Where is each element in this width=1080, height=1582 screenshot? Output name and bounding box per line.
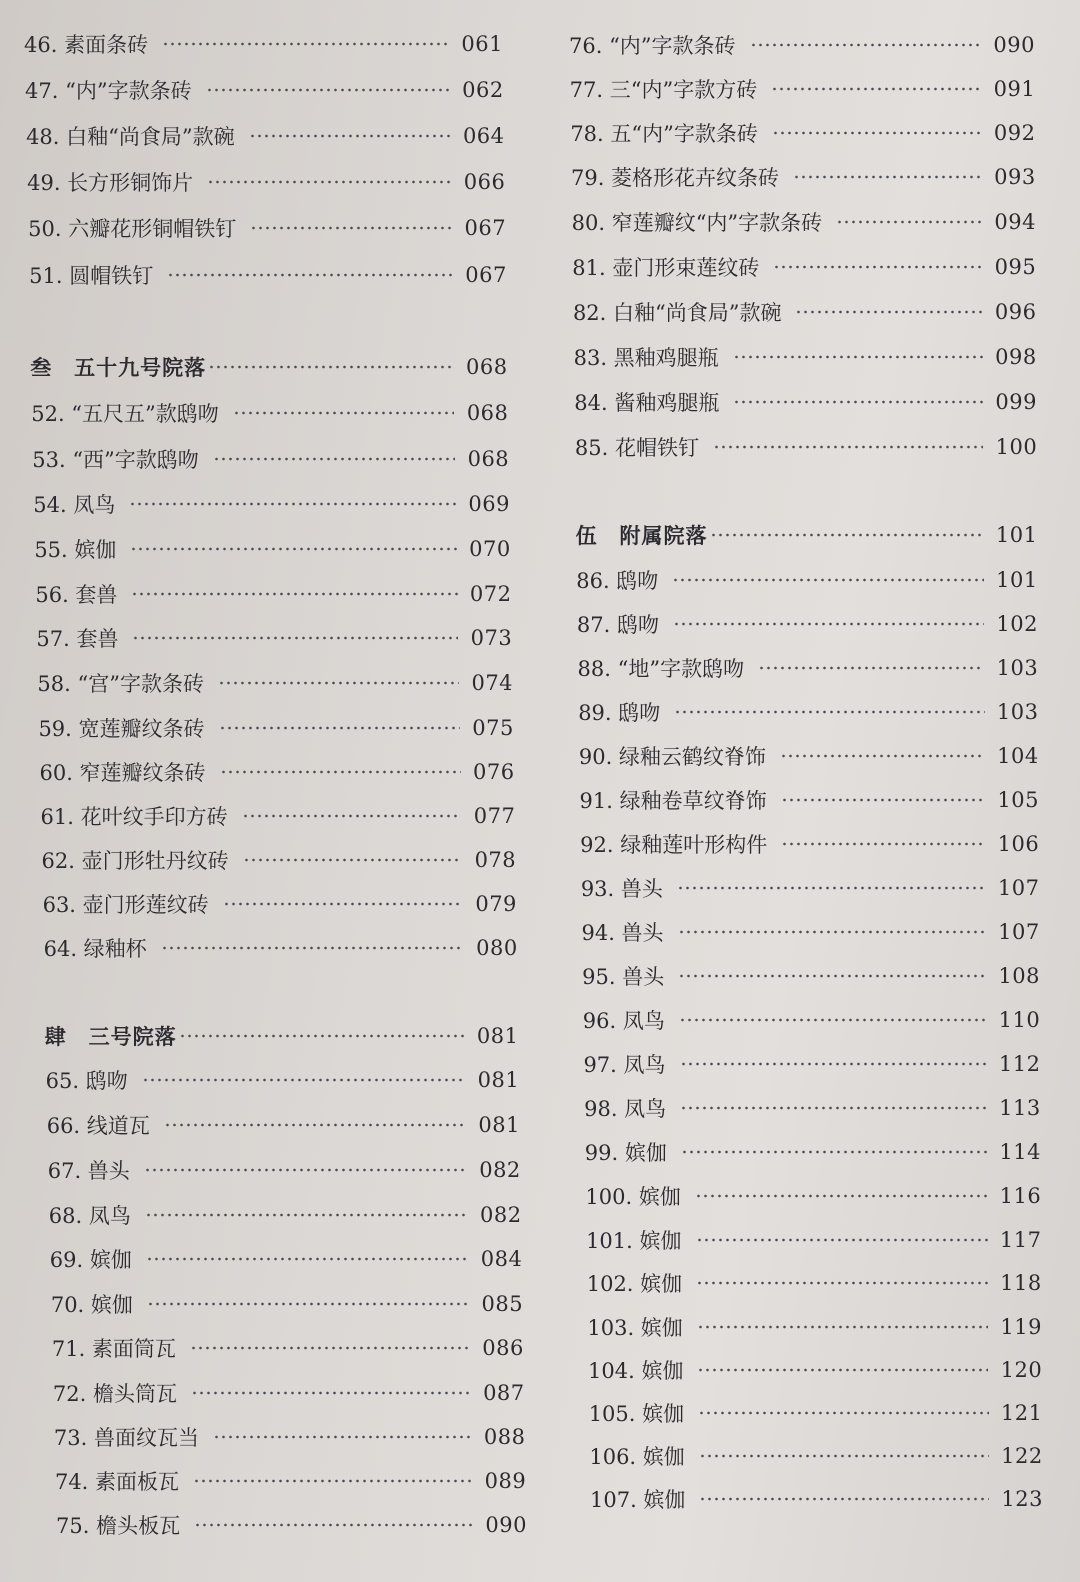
toc-entry[interactable] [577,607,1038,641]
toc-entry[interactable] [581,871,1040,905]
dot-leader [781,842,985,846]
toc-entry[interactable] [587,1266,1042,1300]
toc-entry-title: 67. 兽头 [47,1159,130,1183]
dot-leader [132,636,458,640]
dot-leader [162,42,449,46]
toc-entry[interactable] [28,211,506,245]
toc-page-number: 068 [466,401,509,425]
toc-page-number: 061 [461,32,503,56]
toc-entry[interactable] [584,1091,1041,1125]
dot-leader [213,1435,471,1439]
toc-page-number: 118 [1000,1271,1042,1295]
toc-page-number: 121 [1000,1401,1043,1425]
dot-leader [699,1497,989,1501]
toc-page-number: 103 [996,656,1039,680]
toc-entry[interactable] [38,711,513,745]
toc-entry-title: 59. 宽莲瓣纹条砖 [38,717,205,741]
dot-leader [145,1213,468,1217]
toc-entry-title: 98. 凤鸟 [584,1097,667,1121]
toc-section-heading[interactable] [30,350,507,384]
toc-page-number: 120 [1000,1358,1043,1382]
dot-leader [208,365,453,369]
toc-page-number: 068 [467,447,510,471]
toc-entry-title: 71. 素面筒瓦 [51,1337,176,1361]
toc-entry-title: 87. 鸱吻 [576,613,659,637]
toc-page-number: 077 [473,804,516,828]
toc-entry-title: 91. 绿釉卷草纹脊饰 [579,789,767,813]
toc-page-number: 095 [994,255,1037,279]
toc-page-number: 081 [478,1113,521,1137]
toc-entry[interactable] [585,1179,1041,1213]
toc-page-number: 072 [469,582,512,606]
toc-entry[interactable] [589,1439,1042,1473]
dot-leader [695,1194,987,1198]
toc-page-number: 098 [995,345,1037,369]
toc-entry[interactable] [37,666,513,700]
toc-page-number: 086 [482,1336,524,1360]
toc-entry[interactable] [41,799,516,833]
dot-leader [696,1281,988,1285]
dot-leader [250,226,452,230]
toc-entry[interactable] [574,385,1037,419]
toc-entry-title: 92. 绿釉莲叶形构件 [580,833,768,857]
toc-entry[interactable] [588,1353,1042,1387]
toc-entry-title: 49. 长方形铜饰片 [27,171,194,195]
dot-leader [190,1346,470,1350]
toc-entry-title: 81. 壶门形束莲纹砖 [572,256,760,280]
toc-page-number: 091 [993,77,1036,101]
toc-page-number: 066 [463,170,506,194]
dot-leader [161,946,464,950]
toc-entry[interactable] [42,843,517,877]
toc-entry-title: 74. 素面板瓦 [54,1470,180,1494]
toc-entry[interactable] [51,1287,523,1321]
toc-entry-title: 106. 嫔伽 [589,1445,685,1469]
toc-page-number: 081 [476,1024,519,1048]
toc-entry-title: 60. 窄莲瓣纹条砖 [39,761,206,785]
toc-page-number: 107 [997,876,1040,900]
toc-entry[interactable] [47,1108,520,1142]
toc-entry-title: 肆 三号院落 [44,1024,177,1049]
toc-entry-title: 64. 绿釉杯 [43,937,147,961]
dot-leader [179,1034,465,1038]
toc-section-heading[interactable] [45,1019,519,1053]
toc-entry[interactable] [590,1482,1043,1516]
toc-page-number: 088 [483,1425,526,1449]
toc-page-number: 078 [474,848,517,872]
toc-entry-title: 伍 附属院落 [575,523,708,548]
toc-entry[interactable] [587,1310,1042,1344]
toc-page-number: 101 [995,523,1038,547]
toc-entry-title: 65. 鸱吻 [45,1069,128,1093]
toc-entry[interactable] [580,783,1040,817]
toc-entry-title: 96. 凤鸟 [582,1009,665,1033]
toc-entry-title: 85. 花帽铁钉 [574,436,699,460]
dot-leader [242,814,462,818]
toc-entry[interactable] [576,563,1038,597]
toc-section-heading[interactable] [576,518,1038,552]
toc-entry-title: 90. 绿釉云鹤纹脊饰 [578,745,766,769]
toc-entry[interactable] [26,119,504,153]
toc-entry-title: 50. 六瓣花形铜帽铁钉 [28,217,237,241]
dot-leader [146,1257,468,1261]
toc-entry[interactable] [570,116,1035,150]
toc-page-number: 117 [999,1228,1042,1252]
toc-entry[interactable] [54,1420,526,1454]
toc-entry-title: 72. 檐头筒瓦 [52,1382,177,1406]
toc-page-number: 081 [477,1068,520,1092]
toc-entry[interactable] [575,430,1037,464]
dot-leader [699,1454,989,1458]
toc-entry-title: 57. 套兽 [36,627,119,651]
toc-entry[interactable] [24,27,503,61]
toc-entry-title: 83. 黑釉鸡腿瓶 [573,346,719,370]
toc-page-number: 093 [994,165,1036,189]
toc-page-number: 116 [999,1184,1042,1208]
toc-entry[interactable] [579,739,1039,773]
toc-entry[interactable] [46,1063,520,1097]
dot-leader [733,355,983,359]
toc-page-number: 075 [472,716,514,740]
toc-entry[interactable] [569,28,1035,62]
toc-entry[interactable] [53,1376,525,1410]
toc-page-number: 073 [470,626,513,650]
toc-entry-title: 80. 窄莲瓣纹“内”字款条砖 [571,211,823,235]
toc-entry-title: 86. 鸱吻 [576,569,659,593]
dot-leader [220,770,461,774]
toc-entry[interactable] [43,887,517,921]
toc-page-number: 099 [995,390,1037,414]
toc-entry-title: 叁 五十九号院落 [30,355,207,380]
toc-page-number: 082 [479,1203,522,1227]
dot-leader [679,1018,986,1022]
dot-leader [771,87,981,91]
toc-entry-title: 55. 嫔伽 [34,538,117,562]
toc-entry-title: 82. 白釉“尚食局”款碗 [572,301,782,325]
dot-leader [795,310,982,314]
dot-leader [213,457,455,461]
dot-leader [194,1523,473,1527]
toc-entry-title: 48. 白釉“尚食局”款碗 [26,125,235,149]
toc-page-number: 113 [999,1096,1041,1120]
toc-entry-title: 104. 嫔伽 [588,1359,684,1383]
toc-page-number: 104 [997,744,1039,768]
dot-leader [677,886,986,890]
toc-entry[interactable] [27,165,505,199]
toc-entry[interactable] [33,487,510,521]
toc-page-number: 105 [997,788,1039,812]
toc-entry-title: 75. 檐头板瓦 [56,1514,181,1538]
toc-page-number: 107 [998,920,1040,944]
toc-entry-title: 51. 圆帽铁钉 [29,264,154,288]
toc-entry[interactable] [32,442,509,476]
toc-entry[interactable] [586,1223,1041,1257]
dot-leader [780,754,985,758]
dot-leader [142,1078,466,1082]
toc-entry[interactable] [589,1396,1043,1430]
dot-leader [249,134,451,138]
toc-entry[interactable] [580,827,1039,861]
toc-entry-title: 77. 三“内”字款方砖 [569,78,758,102]
dot-leader [697,1368,988,1372]
toc-entry[interactable] [581,915,1039,949]
toc-entry-title: 62. 壶门形牡丹纹砖 [41,849,229,873]
toc-entry-title: 93. 兽头 [580,877,663,901]
toc-entry[interactable] [55,1464,526,1498]
toc-entry[interactable] [29,258,507,292]
toc-page-number: 090 [485,1513,527,1537]
toc-entry[interactable] [48,1153,521,1187]
toc-entry[interactable] [36,621,512,655]
toc-page-number: 064 [462,124,505,148]
dot-leader [164,1123,466,1127]
toc-page-number: 102 [996,612,1038,636]
toc-page-number: 119 [1000,1315,1042,1339]
toc-page-number: 074 [471,671,514,695]
toc-page-number: 087 [483,1381,525,1405]
toc-page-number: 080 [476,936,518,960]
toc-entry[interactable] [35,577,511,611]
dot-leader [218,681,459,685]
toc-page-number: 076 [473,760,515,784]
dot-leader [793,175,982,179]
toc-page-number: 096 [994,300,1037,324]
dot-leader [681,1150,987,1154]
dot-leader [167,273,453,277]
toc-entry-title: 69. 嫔伽 [49,1248,132,1272]
dot-leader [672,578,983,582]
toc-page-number: 070 [469,537,511,561]
toc-entry[interactable] [572,205,1036,239]
toc-entry[interactable] [583,1047,1040,1081]
toc-entry-title: 68. 凤鸟 [48,1204,131,1228]
dot-leader [750,43,981,47]
toc-entry[interactable] [50,1242,523,1276]
toc-entry-title: 88. “地”字款鸱吻 [577,657,745,681]
toc-entry-title: 76. “内”字款条砖 [569,34,736,58]
toc-page-number: 108 [998,964,1040,988]
dot-leader [678,930,986,934]
toc-page-number: 090 [993,33,1035,57]
toc-page-number: 067 [465,263,507,287]
toc-entry-title: 73. 兽面纹瓦当 [53,1426,199,1450]
toc-entry[interactable] [39,755,514,789]
dot-leader [193,1479,472,1483]
toc-page-number: 082 [479,1158,521,1182]
toc-entry[interactable] [56,1508,527,1542]
toc-entry-title: 100. 嫔伽 [585,1185,681,1209]
toc-page-number: 101 [996,568,1038,592]
toc-page-number: 068 [466,355,508,379]
toc-entry-title: 56. 套兽 [35,583,118,607]
toc-entry-title: 52. “五尺五”款鸱吻 [31,402,219,426]
toc-entry[interactable] [585,1135,1041,1169]
toc-entry[interactable] [571,160,1036,194]
dot-leader [147,1302,469,1306]
toc-page-number: 069 [468,492,510,516]
dot-leader [130,547,456,551]
toc-page-number: 084 [480,1247,523,1271]
toc-entry-title: 58. “宫”字款条砖 [37,672,204,696]
toc-entry-title: 95. 兽头 [582,965,665,989]
toc-page-number: 062 [462,78,504,102]
toc-entry-title: 78. 五“内”字款条砖 [570,122,758,146]
dot-leader [206,88,450,92]
toc-entry-title: 97. 凤鸟 [583,1053,666,1077]
toc-entry-title: 84. 酱釉鸡腿瓶 [574,391,720,415]
toc-entry[interactable] [574,340,1037,374]
dot-leader [678,974,986,978]
toc-entry-title: 70. 嫔伽 [50,1293,133,1317]
dot-leader [223,902,463,906]
toc-page-number: 100 [995,435,1038,459]
toc-entry-title: 54. 凤鸟 [33,493,116,517]
toc-entry-title: 94. 兽头 [581,921,664,945]
toc-page-number: 123 [1001,1487,1043,1511]
toc-entry-title: 107. 嫔伽 [590,1488,686,1512]
dot-leader [773,265,982,269]
dot-leader [696,1238,988,1242]
dot-leader [144,1168,467,1172]
toc-entry[interactable] [578,695,1038,729]
toc-page-number: 110 [998,1008,1041,1032]
toc-page-number: 094 [994,210,1036,234]
dot-leader [836,220,982,224]
toc-entry[interactable] [583,1003,1040,1037]
dot-leader [243,858,463,862]
toc-entry-title: 103. 嫔伽 [587,1316,683,1340]
toc-page-number: 122 [1001,1444,1043,1468]
toc-entry[interactable] [578,651,1039,685]
dot-leader [698,1411,988,1415]
dot-leader [733,400,983,404]
dot-leader [233,411,455,415]
toc-entry[interactable] [25,73,504,107]
toc-page-number: 103 [996,700,1039,724]
toc-page-number: 092 [993,121,1036,145]
toc-entry[interactable] [573,295,1037,329]
toc-entry-title: 105. 嫔伽 [588,1402,685,1426]
toc-entry[interactable] [34,532,510,566]
dot-leader [131,592,457,596]
dot-leader [713,445,983,449]
toc-page-number: 106 [997,832,1040,856]
dot-leader [781,798,985,802]
toc-entry-title: 63. 壶门形莲纹砖 [42,893,209,917]
toc-entry[interactable] [52,1331,524,1365]
toc-page-number: 067 [464,216,507,240]
dot-leader [673,622,984,626]
dot-leader [710,533,984,537]
toc-entry[interactable] [44,931,518,965]
toc-page-number: 114 [999,1140,1041,1164]
toc-entry[interactable] [570,72,1036,106]
toc-entry-title: 101. 嫔伽 [586,1229,682,1253]
dot-leader [219,726,460,730]
toc-entry-title: 47. “内”字款条砖 [25,79,192,103]
toc-entry-title: 79. 菱格形花卉纹条砖 [570,166,780,190]
toc-entry[interactable] [49,1198,522,1232]
dot-leader [680,1106,987,1110]
toc-entry-title: 53. “西”字款鸱吻 [32,448,199,472]
toc-entry[interactable] [572,250,1036,284]
dot-leader [207,180,451,184]
dot-leader [680,1062,987,1066]
dot-leader [772,131,982,135]
dot-leader [191,1391,471,1395]
toc-entry-title: 46. 素面条砖 [24,33,149,57]
toc-entry-title: 61. 花叶纹手印方砖 [40,805,228,829]
toc-page-number: 085 [481,1292,524,1316]
toc-page-number: 089 [484,1469,527,1493]
toc-entry[interactable] [582,959,1040,993]
dot-leader [674,710,984,714]
toc-entry-title: 89. 鸱吻 [578,701,661,725]
toc-page-number: 079 [475,892,517,916]
dot-leader [129,502,456,506]
toc-page-number: 112 [998,1052,1041,1076]
toc-entry-title: 99. 嫔伽 [584,1141,667,1165]
toc-entry[interactable] [31,396,508,430]
dot-leader [697,1325,988,1329]
toc-entry-title: 102. 嫔伽 [586,1272,683,1296]
dot-leader [758,666,984,670]
toc-entry-title: 66. 线道瓦 [46,1114,150,1138]
